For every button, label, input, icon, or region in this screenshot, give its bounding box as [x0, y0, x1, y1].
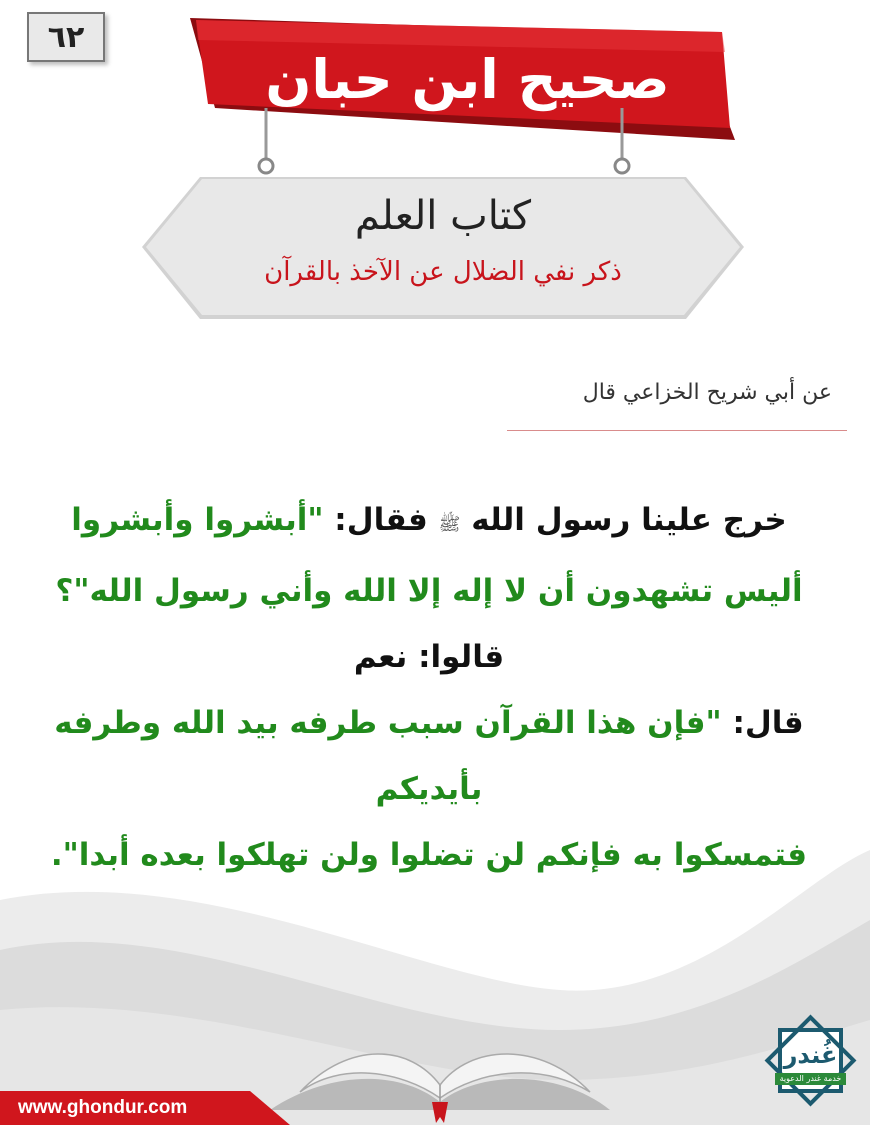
- book-title: كتاب العلم: [354, 193, 532, 239]
- chapter-title: ذكر نفي الضلال عن الآخذ بالقرآن: [264, 257, 622, 287]
- ghondur-logo: [763, 1013, 858, 1108]
- narrator-divider: [507, 430, 847, 431]
- hadith-line-2: أليس تشهدون أن لا إله إلا الله وأني رسول الله"؟: [55, 573, 803, 609]
- hadith-l1-b: فقال:: [334, 502, 428, 538]
- hadith-l4-b: "فإن هذا القرآن سبب طرفه بيد الله وطرفه بأيديكم: [54, 705, 722, 807]
- logo-name: غُندر: [783, 1041, 838, 1069]
- hadith-l4-a: قال:: [732, 705, 804, 741]
- hadith-l1-a: خرج علينا رسول الله: [471, 502, 787, 538]
- hadith-line-1: [10, 487, 848, 558]
- hadith-l1-c: "أبشروا وأبشروا: [71, 502, 324, 538]
- hadith-text: [10, 487, 848, 888]
- page-number: ٦٢: [27, 12, 105, 62]
- chapter-sign: [140, 175, 746, 321]
- narrator-text: عن أبي شريح الخزاعي قال: [582, 380, 832, 405]
- website-link[interactable]: www.ghondur.com: [18, 1097, 188, 1118]
- open-book-decoration: [0, 840, 870, 1125]
- hadith-line-3: قالوا: نعم: [353, 639, 505, 675]
- title-banner: [190, 12, 735, 142]
- logo-subtitle: خدمة غندر الدعوية: [775, 1073, 846, 1085]
- salawat-glyph: ﷺ: [438, 514, 461, 535]
- hadith-line-5: فتمسكوا به فإنكم لن تضلوا ولن تهلكوا بعده أبدا".: [50, 837, 808, 873]
- hadith-line-4: [10, 690, 848, 822]
- banner-title: صحيح ابن حبان: [265, 48, 670, 111]
